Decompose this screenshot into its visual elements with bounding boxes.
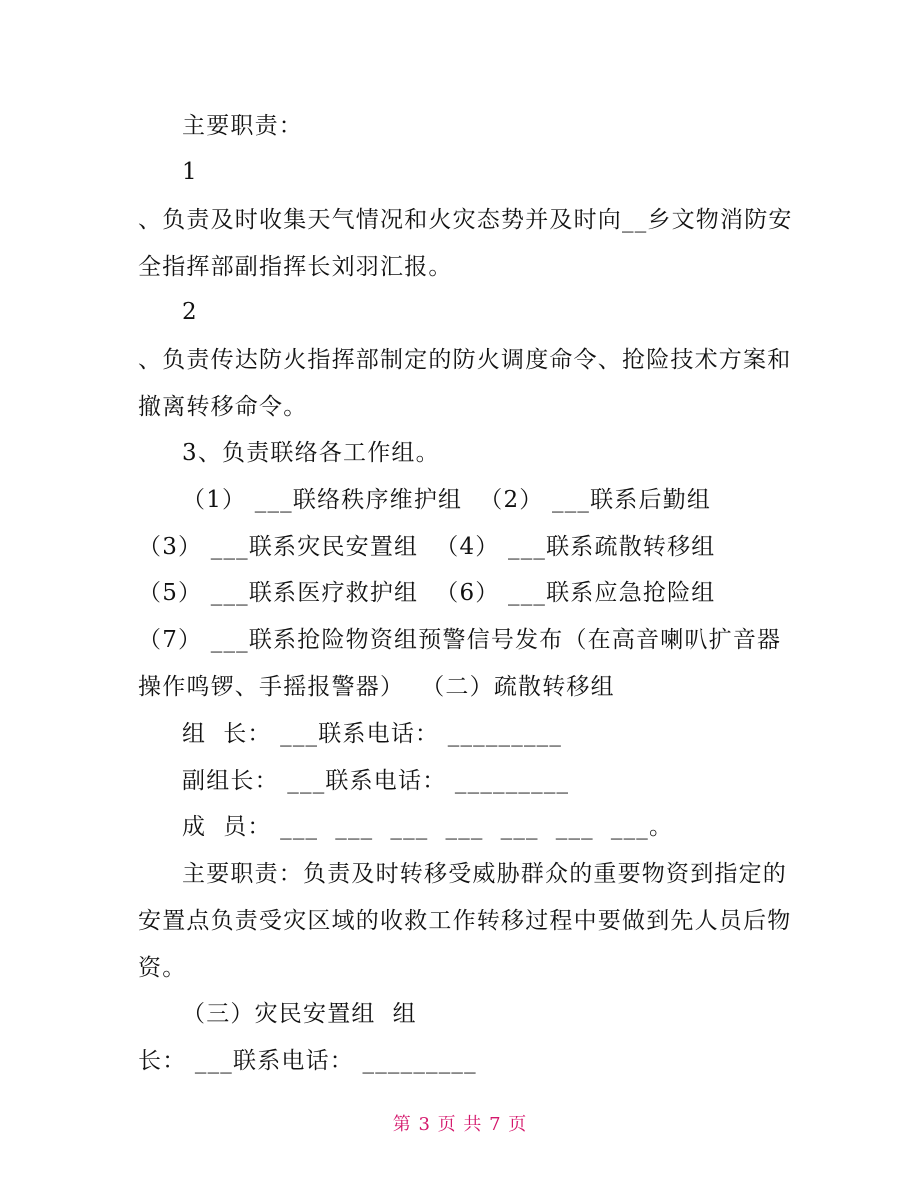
text-line: 操作鸣锣、手摇报警器） （二）疏散转移组 — [138, 674, 615, 700]
text-line: （3） ___联系灾民安置组 （4） ___联系疏散转移组 — [138, 534, 716, 560]
text-line: （7） ___联系抢险物资组预警信号发布（在高音喇叭扩音器 — [138, 627, 782, 653]
text-line: （1） ___联络秩序维护组 （2） ___联系后勤组 — [182, 487, 712, 513]
text-line: 全指挥部副指挥长刘羽汇报。 — [138, 254, 453, 280]
text-line: 、负责及时收集天气情况和火灾态势并及时向__乡文物消防安 — [138, 207, 793, 233]
text-line: 3、负责联络各工作组。 — [182, 440, 440, 466]
text-line: 2 — [182, 299, 198, 325]
text-line: （5） ___联系医疗救护组 （6） ___联系应急抢险组 — [138, 580, 716, 606]
text-line: 组 长： ___联系电话： _________ — [182, 721, 563, 747]
text-line: 主要职责： — [182, 113, 303, 139]
text-line: 长： ___联系电话： _________ — [138, 1048, 477, 1074]
text-line: 撤离转移命令。 — [138, 394, 308, 420]
page-footer: 第 3 页 共 7 页 — [392, 1114, 528, 1135]
text-line: 资。 — [138, 955, 187, 981]
text-line: （三）灾民安置组 组 — [182, 1001, 417, 1027]
text-line: 、负责传达防火指挥部制定的防火调度命令、抢险技术方案和 — [138, 347, 792, 373]
text-line: 安置点负责受灾区域的收救工作转移过程中要做到先人员后物 — [138, 908, 792, 934]
text-line: 1 — [182, 159, 198, 185]
text-line: 成 员： ___ ___ ___ ___ ___ ___ ___。 — [182, 814, 674, 840]
text-line: 副组长： ___联系电话： _________ — [182, 768, 570, 794]
text-line: 主要职责：负责及时转移受威胁群众的重要物资到指定的 — [182, 861, 787, 887]
